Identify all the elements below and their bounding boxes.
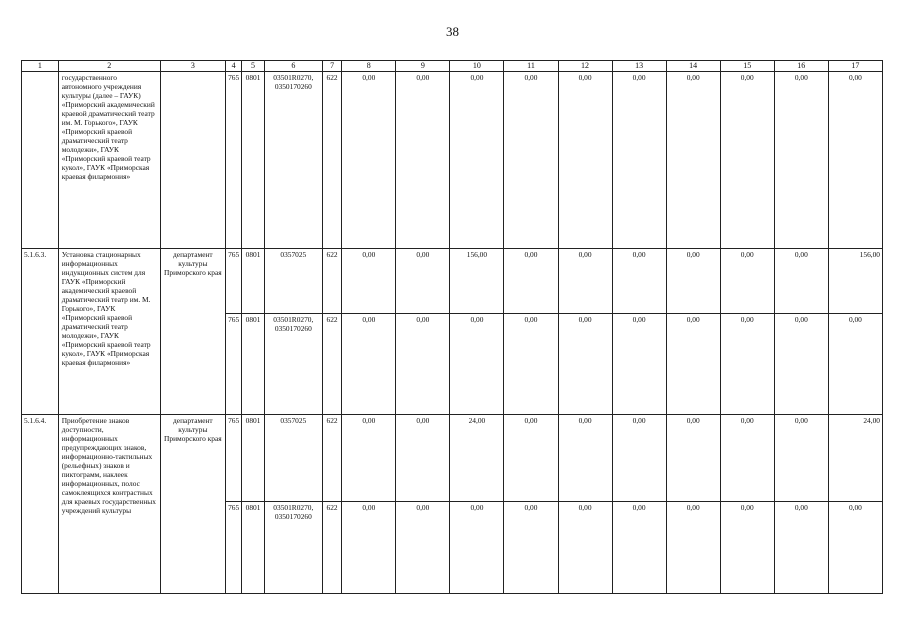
value-cell: 0,00 [666, 249, 720, 314]
value-cell: 0,00 [828, 314, 882, 415]
value-cell: 0,00 [450, 72, 504, 249]
value-cell: 0,00 [612, 249, 666, 314]
code-cell: 622 [322, 249, 341, 314]
table-row [22, 72, 883, 249]
executor-cell: департамент культуры Приморского края [160, 415, 225, 594]
item-number-cell: 5.1.6.3. [22, 249, 59, 415]
code-cell: 0801 [242, 314, 264, 415]
value-cell: 0,00 [666, 72, 720, 249]
code-cell: 0801 [242, 72, 264, 249]
header-cell: 15 [720, 61, 774, 72]
item-description: государственного автономного учреждения культуры (далее – ГАУК) «Приморский академический краевой драматический театр им. М. Горького», ГАУК «Приморский краевой драматический театр молодежи», ГАУК «Приморский краевой театр кукол», ГАУК «Приморская краевая филармония» [58, 72, 160, 249]
value-cell: 0,00 [774, 314, 828, 415]
value-cell: 0,00 [342, 314, 396, 415]
value-cell: 0,00 [396, 502, 450, 594]
value-cell: 0,00 [558, 249, 612, 314]
value-cell: 0,00 [612, 415, 666, 502]
value-cell: 0,00 [774, 72, 828, 249]
value-cell: 0,00 [558, 314, 612, 415]
value-cell: 0,00 [504, 249, 558, 314]
value-cell: 0,00 [558, 415, 612, 502]
value-cell: 0,00 [504, 502, 558, 594]
code-cell: 0357025 [264, 249, 322, 314]
header-cell: 4 [226, 61, 242, 72]
header-cell: 3 [160, 61, 225, 72]
value-cell: 0,00 [666, 314, 720, 415]
value-cell: 0,00 [612, 314, 666, 415]
header-cell: 5 [242, 61, 264, 72]
value-cell: 0,00 [342, 72, 396, 249]
value-cell: 0,00 [720, 502, 774, 594]
value-cell: 0,00 [342, 502, 396, 594]
value-cell: 0,00 [396, 249, 450, 314]
item-number-cell [22, 72, 59, 249]
header-cell: 9 [396, 61, 450, 72]
value-cell: 0,00 [666, 502, 720, 594]
code-cell: 622 [322, 502, 341, 594]
value-cell: 24,00 [828, 415, 882, 502]
header-cell: 6 [264, 61, 322, 72]
value-cell: 0,00 [828, 72, 882, 249]
code-cell: 0801 [242, 249, 264, 314]
code-cell: 765 [226, 502, 242, 594]
header-cell: 13 [612, 61, 666, 72]
value-cell: 0,00 [720, 415, 774, 502]
code-cell: 03501R0270, 0350170260 [264, 502, 322, 594]
value-cell: 156,00 [828, 249, 882, 314]
code-cell: 765 [226, 72, 242, 249]
value-cell: 156,00 [450, 249, 504, 314]
code-cell: 765 [226, 249, 242, 314]
table-row [22, 415, 883, 502]
header-cell: 2 [58, 61, 160, 72]
value-cell: 0,00 [342, 249, 396, 314]
value-cell: 0,00 [342, 415, 396, 502]
code-cell: 765 [226, 415, 242, 502]
value-cell: 0,00 [558, 72, 612, 249]
header-cell: 10 [450, 61, 504, 72]
value-cell: 0,00 [504, 72, 558, 249]
value-cell: 0,00 [828, 502, 882, 594]
value-cell: 0,00 [720, 314, 774, 415]
table-row [22, 249, 883, 314]
value-cell: 0,00 [504, 415, 558, 502]
value-cell: 0,00 [774, 502, 828, 594]
value-cell: 0,00 [504, 314, 558, 415]
code-cell: 0801 [242, 415, 264, 502]
page-number: 38 [446, 24, 459, 39]
value-cell: 0,00 [774, 415, 828, 502]
value-cell: 0,00 [720, 249, 774, 314]
value-cell: 0,00 [450, 502, 504, 594]
code-cell: 622 [322, 72, 341, 249]
executor-cell: департамент культуры Приморского края [160, 249, 225, 415]
value-cell: 24,00 [450, 415, 504, 502]
value-cell: 0,00 [612, 72, 666, 249]
header-cell: 16 [774, 61, 828, 72]
item-description: Приобретение знаков доступности, информационных предупреждающих знаков, информационно-тактильных (рельефных) знаков и пиктограмм, наклеек информационных, полос самоклеящихся контрастных для краевых государственных учреждений культуры [58, 415, 160, 594]
value-cell: 0,00 [558, 502, 612, 594]
code-cell: 03501R0270, 0350170260 [264, 314, 322, 415]
value-cell: 0,00 [396, 415, 450, 502]
header-cell: 11 [504, 61, 558, 72]
code-cell: 765 [226, 314, 242, 415]
code-cell: 0357025 [264, 415, 322, 502]
code-cell: 0801 [242, 502, 264, 594]
value-cell: 0,00 [720, 72, 774, 249]
value-cell: 0,00 [612, 502, 666, 594]
budget-table [21, 60, 883, 594]
value-cell: 0,00 [396, 72, 450, 249]
value-cell: 0,00 [666, 415, 720, 502]
header-cell: 17 [828, 61, 882, 72]
value-cell: 0,00 [396, 314, 450, 415]
code-cell: 622 [322, 314, 341, 415]
executor-cell [160, 72, 225, 249]
item-number-cell: 5.1.6.4. [22, 415, 59, 594]
header-cell: 7 [322, 61, 341, 72]
header-cell: 14 [666, 61, 720, 72]
item-description: Установка стационарных информационных индукционных систем для ГАУК «Приморский академический краевой драматический театр им. М. Горького», ГАУК «Приморский краевой драматический театр молодежи», ГАУК «Приморский краевой театр кукол», ГАУК «Приморская краевая филармония» [58, 249, 160, 415]
header-row [22, 61, 883, 72]
value-cell: 0,00 [450, 314, 504, 415]
header-cell: 12 [558, 61, 612, 72]
code-cell: 03501R0270, 0350170260 [264, 72, 322, 249]
code-cell: 622 [322, 415, 341, 502]
header-cell: 8 [342, 61, 396, 72]
header-cell: 1 [22, 61, 59, 72]
value-cell: 0,00 [774, 249, 828, 314]
